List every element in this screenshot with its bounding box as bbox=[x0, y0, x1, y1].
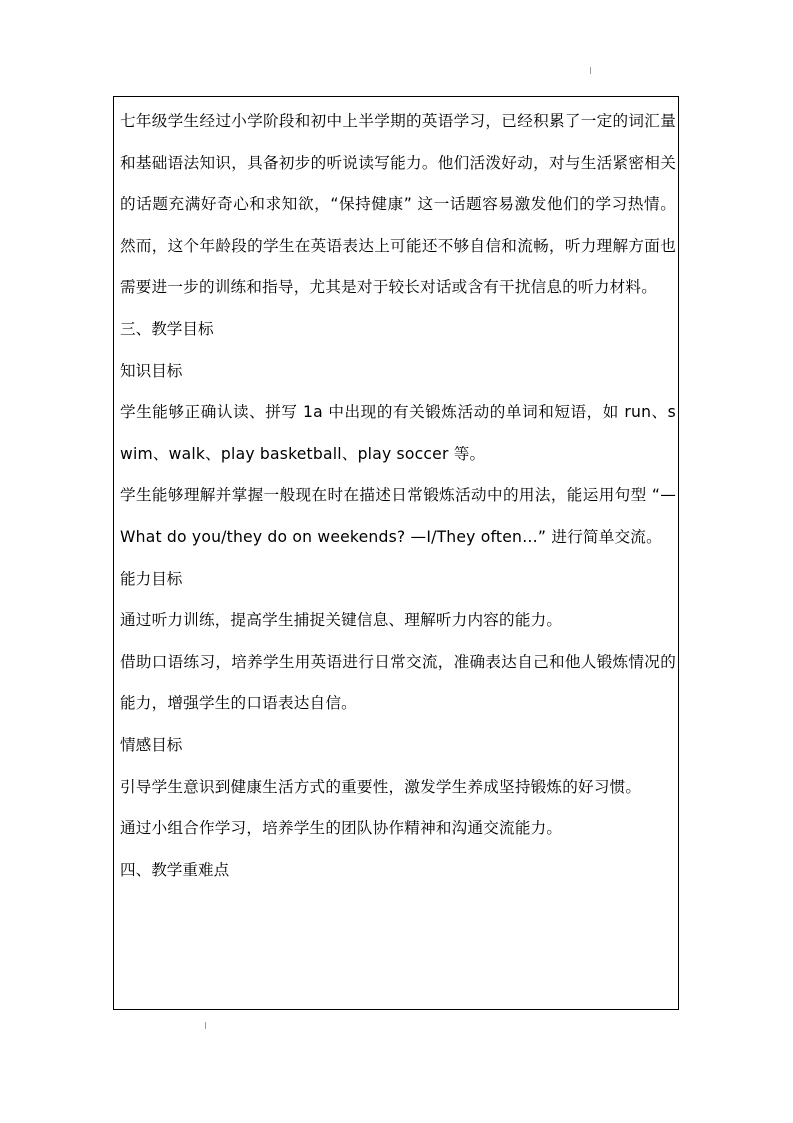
subheading-ability-objectives: 能力目标 bbox=[120, 569, 183, 588]
page-corner-mark bbox=[590, 67, 591, 74]
page-corner-mark bbox=[205, 1022, 206, 1029]
knowledge-objective-2: 学生能够理解并掌握一般现在时在描述日常锻炼活动中的用法，能运用句型 “—What do you/they do on weekends? —I/They often…” 进行简单交流。 bbox=[120, 486, 676, 546]
section-heading-key-difficulties: 四、教学重难点 bbox=[120, 860, 230, 879]
ability-objective-1: 通过听力训练，提高学生捕捉关键信息、理解听力内容的能力。 bbox=[120, 611, 563, 630]
subheading-emotional-objectives: 情感目标 bbox=[120, 735, 183, 754]
student-analysis-paragraph: 七年级学生经过小学阶段和初中上半学期的英语学习，已经积累了一定的词汇量和基础语法知识，具备初步的听说读写能力。他们活泼好动，对与生活紧密相关的话题充满好奇心和求知欲，“保持健康” 这一话题容易激发他们的学习热情。然而，这个年龄段的学生在英语表达上可能还不够自信和流畅，听力理解方面也需要进一步的训练和指导，尤其是对于较长对话或含有干扰信息的听力材料。 bbox=[120, 112, 676, 297]
document-table-cell bbox=[113, 96, 679, 1010]
document-body bbox=[120, 101, 676, 891]
knowledge-objective-1: 学生能够正确认读、拼写 1a 中出现的有关锻炼活动的单词和短语，如 run、swim、walk、play basketball、play soccer 等。 bbox=[120, 403, 676, 463]
emotional-objective-1: 引导学生意识到健康生活方式的重要性，激发学生养成坚持锻炼的好习惯。 bbox=[120, 777, 642, 796]
ability-objective-2: 借助口语练习，培养学生用英语进行日常交流，准确表达自己和他人锻炼情况的能力，增强学生的口语表达自信。 bbox=[120, 652, 676, 713]
section-heading-teaching-objectives: 三、教学目标 bbox=[120, 319, 214, 338]
emotional-objective-2: 通过小组合作学习，培养学生的团队协作精神和沟通交流能力。 bbox=[120, 819, 563, 838]
subheading-knowledge-objectives: 知识目标 bbox=[120, 361, 183, 380]
